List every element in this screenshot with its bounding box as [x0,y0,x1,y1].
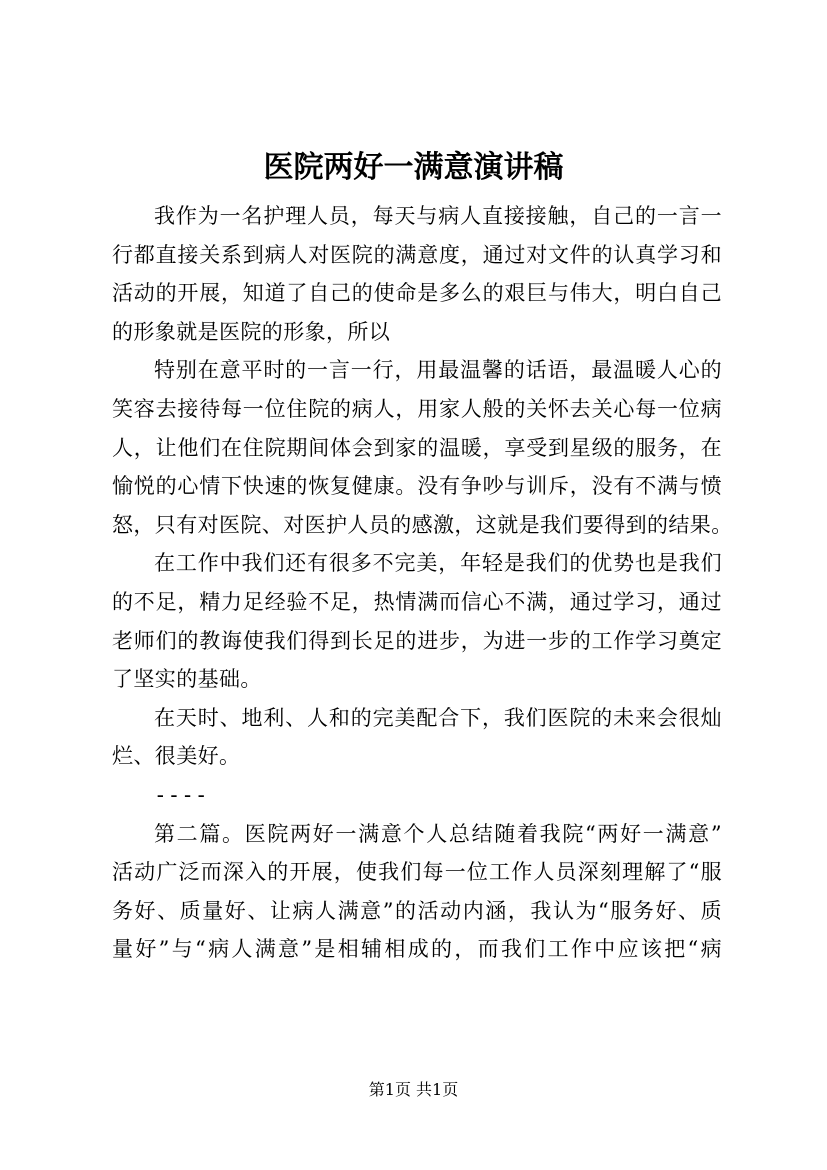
paragraph-line: 的不足，精力足经验不足，热情满而信心不满，通过学习，通过 [112,589,722,614]
paragraph-4 [112,699,722,776]
paragraph-line: 活动的开展，知道了自己的使命是多么的艰巨与伟大，明白自己 [112,281,722,306]
paragraph-line: 愉悦的心情下快速的恢复健康。没有争吵与训斥，没有不满与愤 [112,474,722,499]
paragraph-line: 在工作中我们还有很多不完美，年轻是我们的优势也是我们 [154,551,722,576]
paragraph-5 [112,815,722,969]
paragraph-line: 第二篇。医院两好一满意个人总结随着我院“两好一满意” [154,821,722,846]
paragraph-line: 老师们的教诲使我们得到长足的进步，为进一步的工作学习奠定 [112,628,722,653]
paragraph-line: 怒，只有对医院、对医护人员的感激，这就是我们要得到的结果。 [112,512,733,537]
paragraph-line: 我作为一名护理人员，每天与病人直接接触，自己的一言一 [154,204,722,228]
paragraph-line: 活动广泛而深入的开展，使我们每一位工作人员深刻理解了“服 [112,860,722,885]
paragraph-line: 行都直接关系到病人对医院的满意度，通过对文件的认真学习和 [112,242,722,267]
paragraph-line: 了坚实的基础。 [112,667,262,692]
paragraph-line: 人，让他们在住院期间体会到家的温暖，享受到星级的服务，在 [112,435,722,460]
paragraph-line: 务好、质量好、让病人满意”的活动内涵，我认为“服务好、质 [112,898,722,923]
paragraph-line: 的形象就是医院的形象，所以 [112,319,391,344]
paragraph-line: 在天时、地利、人和的完美配合下，我们医院的未来会很灿 [154,705,722,730]
paragraph-line: 特别在意平时的一言一行，用最温馨的话语，最温暖人心的 [154,358,722,383]
document-body [112,197,733,969]
paragraph-line: 烂、很美好。 [112,744,241,769]
document-title: 医院两好一满意演讲稿 [263,150,564,185]
section-separator: ---- [154,782,209,807]
paragraph-line: 量好”与“病人满意”是相辅相成的，而我们工作中应该把“病 [112,937,722,962]
paragraph-1 [112,197,722,351]
paragraph-line: 笑容去接待每一位住院的病人，用家人般的关怀去关心每一位病 [112,396,722,421]
paragraph-2 [112,351,733,544]
paragraph-3 [112,544,722,698]
page-number: 第1页 共1页 [368,1080,459,1099]
